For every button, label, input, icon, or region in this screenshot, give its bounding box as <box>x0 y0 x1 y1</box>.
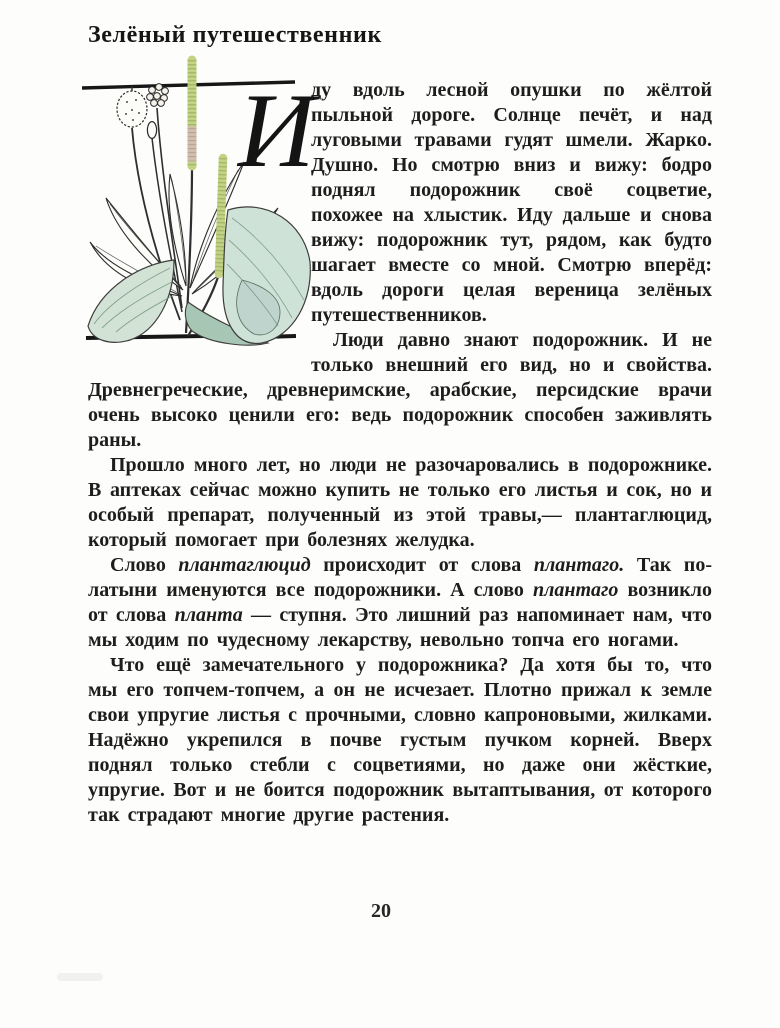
page-title: Зелёный путешественник <box>88 22 382 48</box>
seed-head-round <box>117 91 147 127</box>
paragraph: ду вдоль лесной опушки по жёлтой пыльной дороге. Солнце печёт, и над луговыми травами гудят шмели. Жарко. Душно. Но смотрю вниз и вижу: бодро поднял подорожник своё соцветие, похожее на хлыстик. Иду дальше и снова вижу: подорожник тут, рядом, как будто шагает вместе со мной. Смотрю вперёд: вдоль дороги целая вереница зелёных путешественников. <box>311 79 712 326</box>
dropcap-letter: И <box>238 72 315 189</box>
paragraph: Прошло много лет, но люди не разочаровались в подорожнике. В аптеках сейчас можно купить не только его листья и сок, но и особый препарат, полученный из этой травы,— плантаглюцид, который помогает при болезнях желудка. <box>88 454 712 551</box>
paragraph: Слово плантаглюцид происходит от слова плантаго. Так по-латыни именуются все подорожники. А слово плантаго возникло от слова планта — ступня. Это лишний раз напоминает нам, что мы ходим по чудесному лекарству, невольно топча его ногами. <box>88 554 713 651</box>
paragraph: Люди давно знают подорожник. И не только внешний его вид, но и свойства. Древнегреческие, древнеримские, арабские, персидские врачи очень высоко ценили его: ведь подорожник способен заживлять раны. <box>88 329 712 451</box>
flower-bud <box>147 122 156 139</box>
scan-smudge <box>57 973 103 981</box>
flower-spike-short <box>219 158 223 274</box>
page-number: 20 <box>371 900 391 922</box>
paragraph: Что ещё замечательного у подорожника? Да хотя бы то, что мы его топчем-топчем, а он не исчезает. Плотно прижал к земле свои упругие листья с прочными, словно капроновыми, жилками. Надёжно укрепился в почве густым пучком корней. Вверх поднял только стебли с соцветиями, но даже они жёсткие, упругие. Вот и не боится подорожник вытаптывания, от которого так страдают многие другие растения. <box>88 654 712 826</box>
